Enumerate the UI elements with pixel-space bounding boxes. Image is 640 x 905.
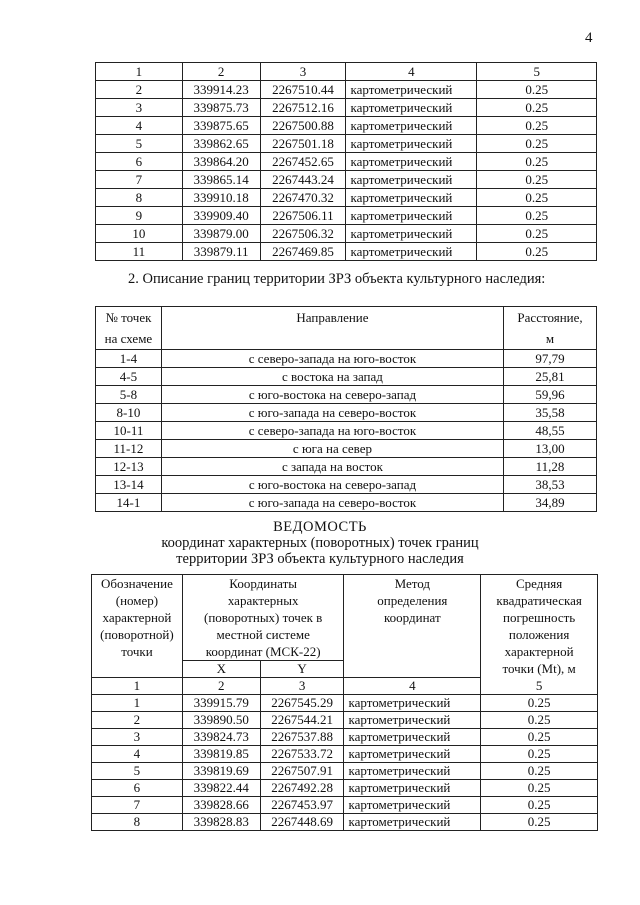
- x-coordinate-cell: 339828.66: [182, 797, 260, 814]
- table-row: [92, 763, 598, 780]
- point-number-cell: 9: [96, 207, 183, 225]
- table-header-row: [96, 63, 597, 81]
- y-coordinate-cell: 2267452.65: [260, 153, 346, 171]
- column-number-cell: 3: [260, 678, 344, 695]
- method-cell: картометрический: [346, 171, 477, 189]
- x-coordinate-cell: 339822.44: [182, 780, 260, 797]
- vedomost-subtitle-1: координат характерных (поворотных) точек границ: [161, 535, 479, 551]
- segment-cell: 12-13: [96, 458, 162, 476]
- y-coordinate-cell: 2267492.28: [260, 780, 344, 797]
- point-number-cell: 6: [96, 153, 183, 171]
- column-number-cell: 4: [346, 63, 477, 81]
- point-number-cell: 8: [92, 814, 183, 831]
- distance-cell: 34,89: [504, 494, 597, 512]
- error-cell: 0.25: [481, 797, 598, 814]
- point-number-cell: 1: [92, 695, 183, 712]
- y-coordinate-cell: 2267501.18: [260, 135, 346, 153]
- x-coordinate-cell: 339819.85: [182, 746, 260, 763]
- x-coordinate-cell: 339875.73: [182, 99, 260, 117]
- error-cell: 0.25: [477, 99, 597, 117]
- distance-cell: 59,96: [504, 386, 597, 404]
- method-cell: картометрический: [344, 780, 481, 797]
- error-cell: 0.25: [481, 729, 598, 746]
- point-number-cell: 4: [92, 746, 183, 763]
- table-row: [96, 386, 597, 404]
- segment-cell: 10-11: [96, 422, 162, 440]
- table-header-row: [92, 575, 598, 661]
- direction-cell: с запада на восток: [161, 458, 503, 476]
- error-cell: 0.25: [477, 171, 597, 189]
- segment-cell: 13-14: [96, 476, 162, 494]
- y-coordinate-cell: 2267512.16: [260, 99, 346, 117]
- x-coordinate-cell: 339828.83: [182, 814, 260, 831]
- section-2-heading: 2. Описание границ территории ЗРЗ объекта культурного наследия:: [128, 271, 546, 287]
- table-row: [92, 712, 598, 729]
- method-cell: картометрический: [344, 695, 481, 712]
- point-number-cell: 5: [92, 763, 183, 780]
- point-number-cell: 8: [96, 189, 183, 207]
- vedomost-subtitle-2: территории ЗРЗ объекта культурного наследия: [176, 551, 464, 567]
- x-coordinate-cell: 339910.18: [182, 189, 260, 207]
- point-number-cell: 2: [92, 712, 183, 729]
- direction-cell: с востока на запад: [161, 368, 503, 386]
- method-cell: картометрический: [346, 99, 477, 117]
- point-number-cell: 7: [96, 171, 183, 189]
- method-cell: картометрический: [344, 814, 481, 831]
- x-coordinate-cell: 339915.79: [182, 695, 260, 712]
- method-cell: картометрический: [346, 135, 477, 153]
- point-number-cell: 6: [92, 780, 183, 797]
- column-number-cell: 1: [92, 678, 183, 695]
- table-row: [96, 368, 597, 386]
- table-row: [96, 117, 597, 135]
- x-coordinate-cell: 339819.69: [182, 763, 260, 780]
- vedomost-title: ВЕДОМОСТЬ: [273, 519, 367, 535]
- table-row: [92, 797, 598, 814]
- error-cell: 0.25: [477, 153, 597, 171]
- error-cell: 0.25: [481, 780, 598, 797]
- column-number-cell: 2: [182, 63, 260, 81]
- table-row: [96, 494, 597, 512]
- table-row: [96, 153, 597, 171]
- header-point-designation: Обозначение (номер) характерной (поворотной) точки: [92, 575, 183, 678]
- table-row: [96, 81, 597, 99]
- segment-cell: 8-10: [96, 404, 162, 422]
- point-number-cell: 3: [96, 99, 183, 117]
- x-coordinate-cell: 339909.40: [182, 207, 260, 225]
- y-coordinate-cell: 2267506.11: [260, 207, 346, 225]
- table-row: [96, 207, 597, 225]
- boundary-description-table: [95, 306, 597, 512]
- table-row: [96, 243, 597, 261]
- method-cell: картометрический: [346, 117, 477, 135]
- table-row: [96, 135, 597, 153]
- column-number-cell: 3: [260, 63, 346, 81]
- header-x: X: [182, 661, 260, 678]
- header-y: Y: [260, 661, 344, 678]
- x-coordinate-cell: 339879.00: [182, 225, 260, 243]
- x-coordinate-cell: 339914.23: [182, 81, 260, 99]
- x-coordinate-cell: 339824.73: [182, 729, 260, 746]
- coordinates-table-continued: [95, 62, 597, 261]
- segment-cell: 11-12: [96, 440, 162, 458]
- error-cell: 0.25: [477, 207, 597, 225]
- header-coordinates: Координаты характерных (поворотных) точек в местной системе координат (МСК-22): [182, 575, 344, 661]
- table-row: [96, 404, 597, 422]
- table-row: [92, 746, 598, 763]
- direction-cell: с юга на север: [161, 440, 503, 458]
- page-number: 4: [585, 30, 593, 46]
- table-row: [92, 695, 598, 712]
- direction-cell: с юго-запада на северо-восток: [161, 494, 503, 512]
- error-cell: 0.25: [477, 135, 597, 153]
- point-number-cell: 2: [96, 81, 183, 99]
- y-coordinate-cell: 2267507.91: [260, 763, 344, 780]
- y-coordinate-cell: 2267448.69: [260, 814, 344, 831]
- distance-cell: 38,53: [504, 476, 597, 494]
- error-cell: 0.25: [481, 746, 598, 763]
- y-coordinate-cell: 2267469.85: [260, 243, 346, 261]
- column-number-cell: 4: [344, 678, 481, 695]
- column-number-cell: 2: [182, 678, 260, 695]
- distance-cell: 11,28: [504, 458, 597, 476]
- error-cell: 0.25: [481, 695, 598, 712]
- x-coordinate-cell: 339864.20: [182, 153, 260, 171]
- table-row: [96, 440, 597, 458]
- method-cell: картометрический: [346, 153, 477, 171]
- table-row: [92, 780, 598, 797]
- column-number-cell: 1: [96, 63, 183, 81]
- table-row: [96, 458, 597, 476]
- table-header-row: [96, 307, 597, 350]
- method-cell: картометрический: [344, 797, 481, 814]
- y-coordinate-cell: 2267453.97: [260, 797, 344, 814]
- header-error: Средняя квадратическая погрешность положения характерной точки (Mt), м 5: [481, 575, 598, 695]
- x-coordinate-cell: 339865.14: [182, 171, 260, 189]
- error-cell: 0.25: [477, 81, 597, 99]
- point-number-cell: 3: [92, 729, 183, 746]
- error-cell: 0.25: [477, 117, 597, 135]
- point-number-cell: 7: [92, 797, 183, 814]
- distance-cell: 13,00: [504, 440, 597, 458]
- point-number-cell: 11: [96, 243, 183, 261]
- y-coordinate-cell: 2267533.72: [260, 746, 344, 763]
- table-row: [92, 814, 598, 831]
- y-coordinate-cell: 2267443.24: [260, 171, 346, 189]
- y-coordinate-cell: 2267544.21: [260, 712, 344, 729]
- error-cell: 0.25: [481, 712, 598, 729]
- method-cell: картометрический: [344, 746, 481, 763]
- direction-cell: с северо-запада на юго-восток: [161, 422, 503, 440]
- point-number-cell: 10: [96, 225, 183, 243]
- error-cell: 0.25: [481, 814, 598, 831]
- direction-cell: с юго-запада на северо-восток: [161, 404, 503, 422]
- y-coordinate-cell: 2267510.44: [260, 81, 346, 99]
- distance-cell: 97,79: [504, 350, 597, 368]
- error-cell: 0.25: [477, 225, 597, 243]
- column-number-5: 5: [535, 678, 543, 693]
- error-cell: 0.25: [477, 189, 597, 207]
- direction-cell: с юго-востока на северо-запад: [161, 476, 503, 494]
- distance-cell: 48,55: [504, 422, 597, 440]
- method-cell: картометрический: [346, 225, 477, 243]
- method-cell: картометрический: [346, 81, 477, 99]
- distance-cell: 35,58: [504, 404, 597, 422]
- table-row: [96, 476, 597, 494]
- segment-cell: 14-1: [96, 494, 162, 512]
- error-cell: 0.25: [477, 243, 597, 261]
- table-row: [96, 225, 597, 243]
- x-coordinate-cell: 339890.50: [182, 712, 260, 729]
- x-coordinate-cell: 339862.65: [182, 135, 260, 153]
- y-coordinate-cell: 2267506.32: [260, 225, 346, 243]
- method-cell: картометрический: [346, 189, 477, 207]
- x-coordinate-cell: 339879.11: [182, 243, 260, 261]
- header-distance: Расстояние, м: [504, 307, 597, 350]
- method-cell: картометрический: [344, 729, 481, 746]
- method-cell: картометрический: [346, 243, 477, 261]
- table-row: [96, 171, 597, 189]
- x-coordinate-cell: 339875.65: [182, 117, 260, 135]
- segment-cell: 5-8: [96, 386, 162, 404]
- distance-cell: 25,81: [504, 368, 597, 386]
- header-direction: Направление: [161, 307, 503, 350]
- y-coordinate-cell: 2267537.88: [260, 729, 344, 746]
- method-cell: картометрический: [344, 712, 481, 729]
- y-coordinate-cell: 2267500.88: [260, 117, 346, 135]
- table-row: [96, 99, 597, 117]
- header-points: № точек на схеме: [96, 307, 162, 350]
- header-method: Метод определения координат: [344, 575, 481, 678]
- table-row: [96, 422, 597, 440]
- segment-cell: 4-5: [96, 368, 162, 386]
- column-number-cell: 5: [477, 63, 597, 81]
- point-number-cell: 4: [96, 117, 183, 135]
- table-row: [92, 729, 598, 746]
- point-number-cell: 5: [96, 135, 183, 153]
- direction-cell: с северо-запада на юго-восток: [161, 350, 503, 368]
- y-coordinate-cell: 2267470.32: [260, 189, 346, 207]
- coordinates-table: [91, 574, 598, 831]
- y-coordinate-cell: 2267545.29: [260, 695, 344, 712]
- direction-cell: с юго-востока на северо-запад: [161, 386, 503, 404]
- method-cell: картометрический: [346, 207, 477, 225]
- segment-cell: 1-4: [96, 350, 162, 368]
- table-row: [96, 350, 597, 368]
- method-cell: картометрический: [344, 763, 481, 780]
- table-row: [96, 189, 597, 207]
- error-cell: 0.25: [481, 763, 598, 780]
